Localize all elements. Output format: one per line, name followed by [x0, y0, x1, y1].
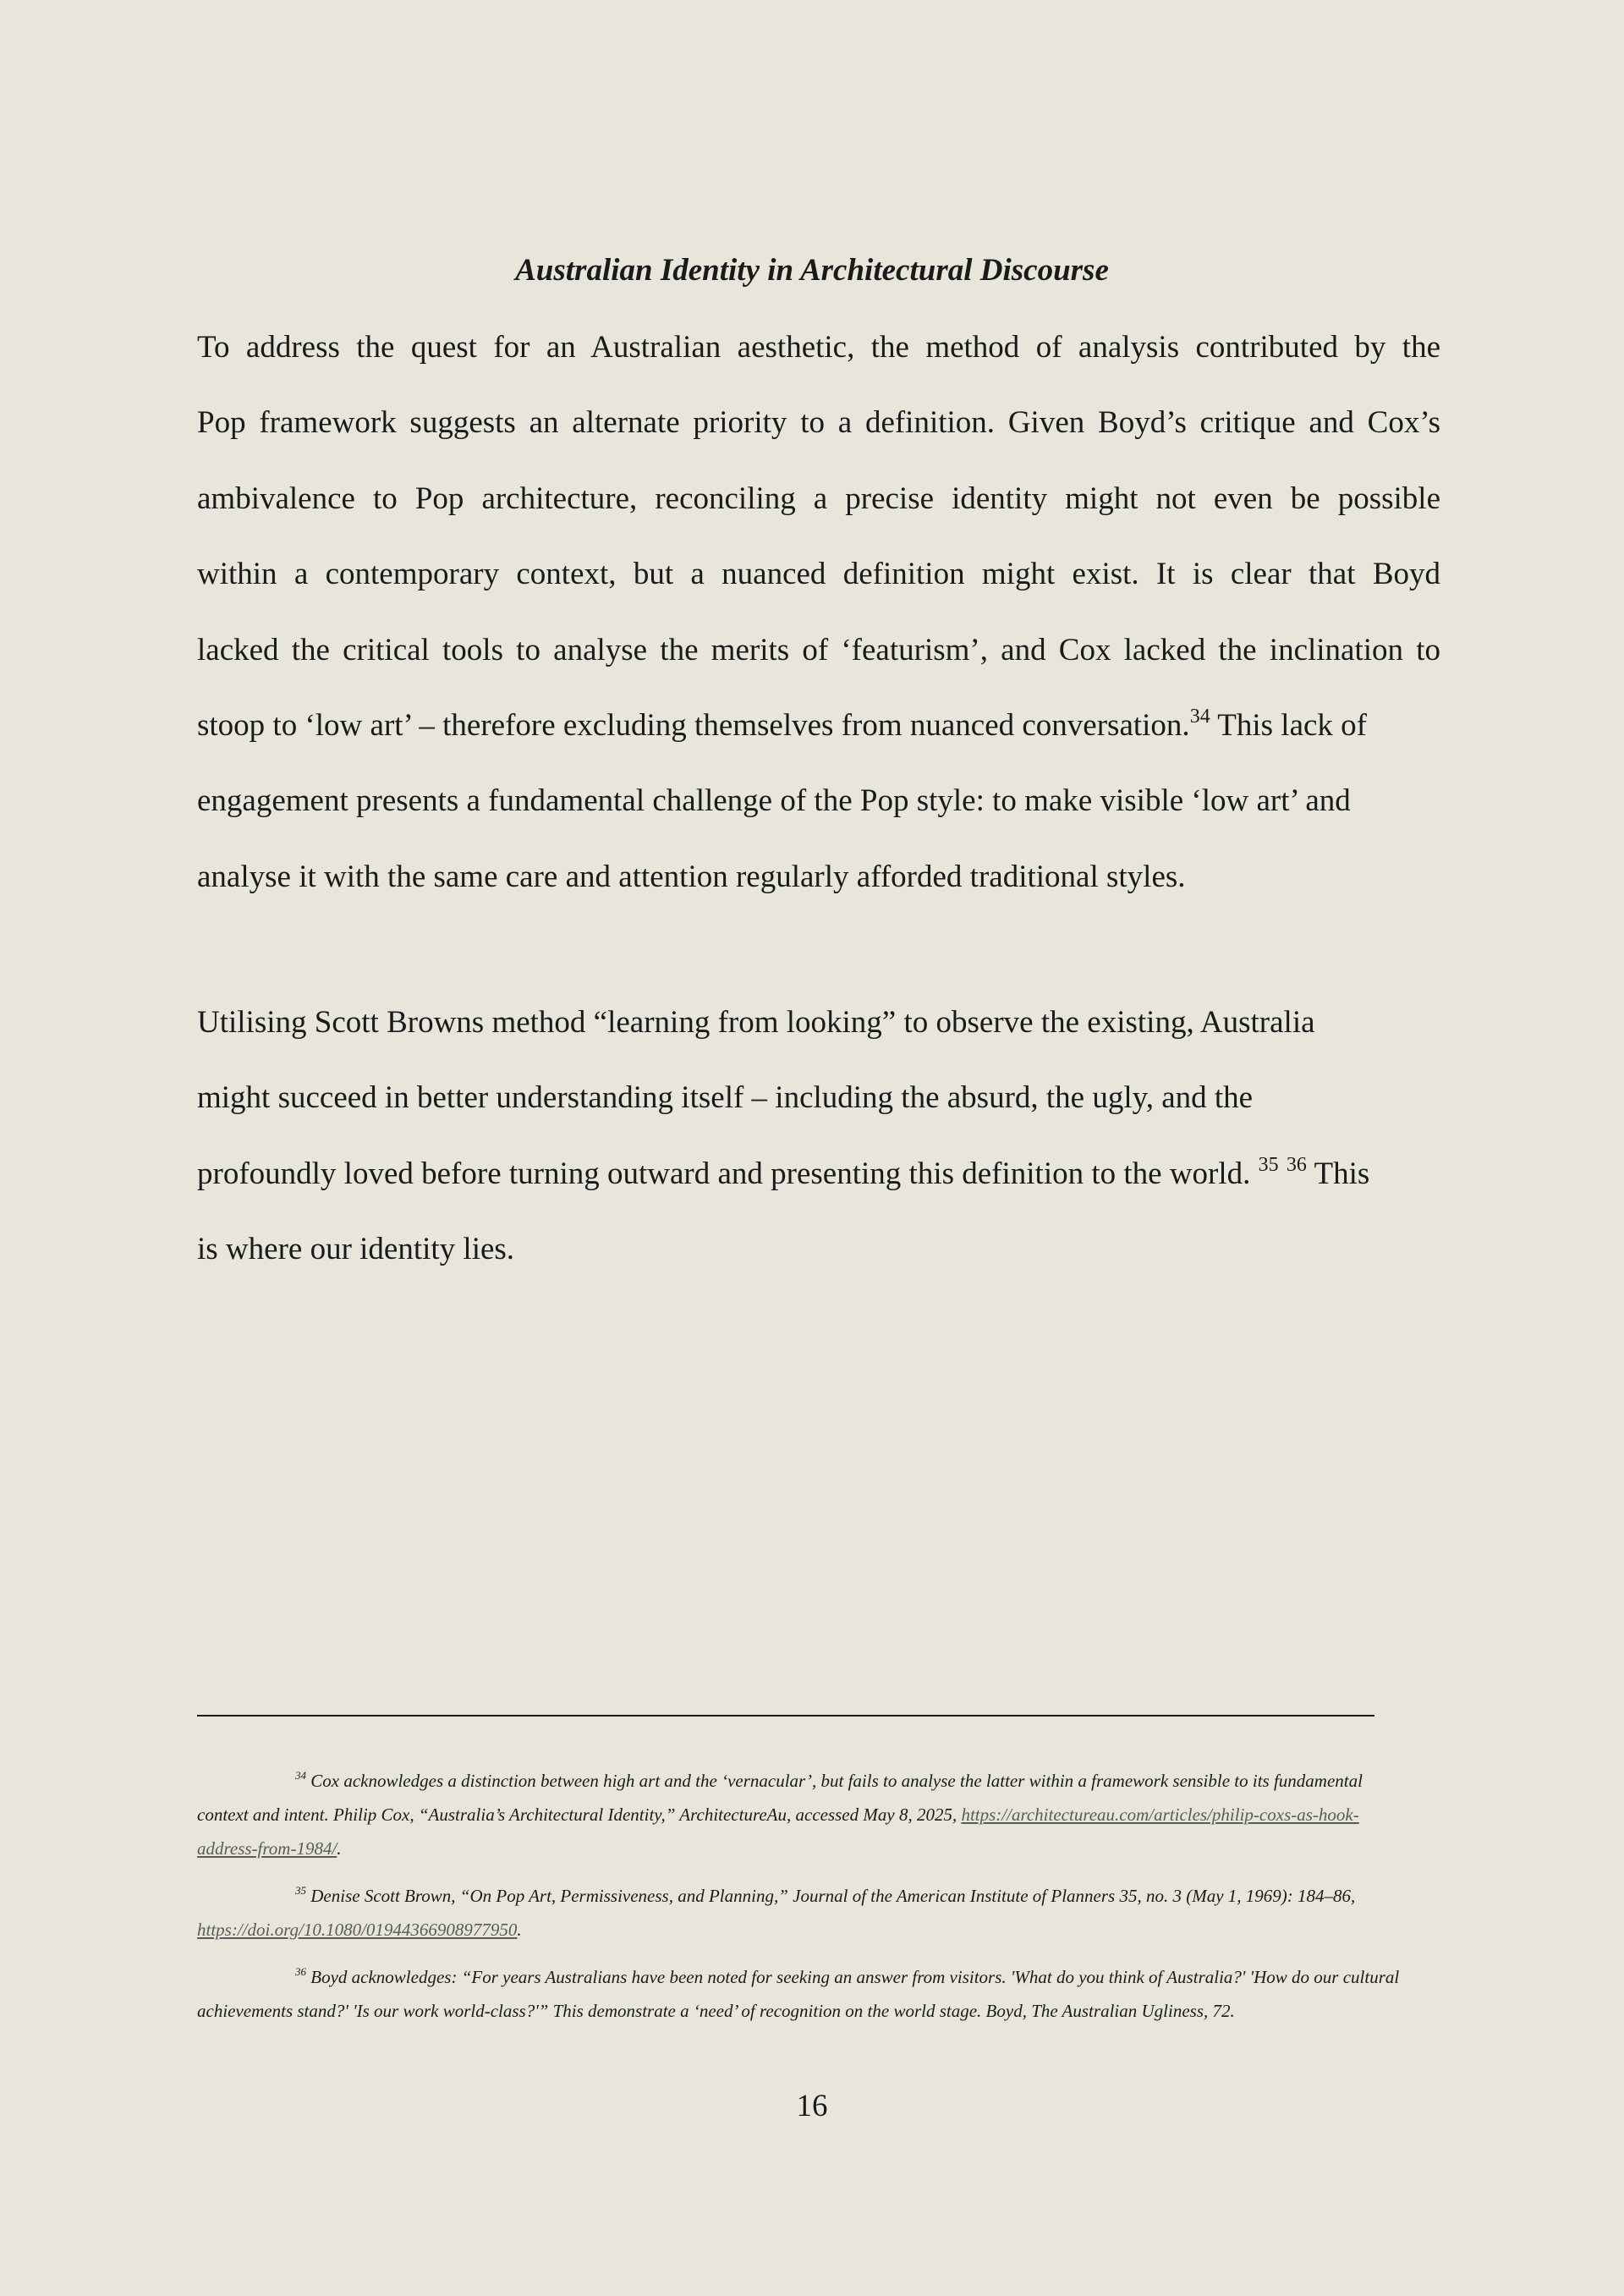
footnotes-section: [197, 1764, 1417, 2041]
paragraph-line: Utilising Scott Browns method “learning from looking” to observe the existing, Australia: [197, 1005, 1315, 1040]
page-number: 16: [796, 2089, 828, 2123]
paragraph-text: This: [1306, 1156, 1370, 1191]
paragraph-line: engagement presents a fundamental challenge of the Pop style: to make visible ‘low art’ and: [197, 783, 1351, 819]
footnote: [197, 1960, 1417, 2028]
paragraph-line: within a contemporary context, but a nuanced definition might exist. It is clear that Boyd: [197, 557, 1440, 592]
footnote-link[interactable]: https://doi.org/10.1080/01944366908977950: [197, 1920, 518, 1940]
footnote: [197, 1879, 1417, 1947]
body-paragraph-2: [197, 985, 1440, 1288]
paragraph-line: is where our identity lies.: [197, 1232, 515, 1267]
body-paragraph-1: [197, 310, 1440, 915]
paragraph-line: [197, 1136, 1440, 1211]
paragraph-line: lacked the critical tools to analyse the merits of ‘featurism’, and Cox lacked the inclination to: [197, 632, 1440, 667]
footnote-link[interactable]: https://architectureau.com/articles/philip-coxs-as-hook-address-from-1984/: [197, 1804, 1359, 1859]
paragraph-line: ambivalence to Pop architecture, reconciling a precise identity might not even be possible: [197, 481, 1440, 516]
paragraph-line: To address the quest for an Australian aesthetic, the method of analysis contributed by the: [197, 330, 1440, 365]
footnote-reference[interactable]: 34: [1189, 706, 1210, 728]
footnote-number: 35: [295, 1883, 306, 1897]
footnote-text: Cox acknowledges a distinction between high art and the ‘vernacular’, but fails to analyse the latter within a framework sensible to its fundamental context and intent. Philip Cox, “Australia’s Architectural Identity,” ArchitectureAu, accessed May 8, 2025,: [197, 1771, 1363, 1825]
paragraph-line: might succeed in better understanding itself – including the absurd, the ugly, and the: [197, 1080, 1254, 1116]
paragraph-line: analyse it with the same care and attention regularly afforded traditional styles.: [197, 859, 1186, 894]
footnote-text: Denise Scott Brown, “On Pop Art, Permissiveness, and Planning,” Journal of the American Institute of Planners 35, no. 3 (May 1, 1969): 184–86,: [306, 1886, 1356, 1906]
section-heading: Australian Identity in Architectural Discourse: [515, 253, 1109, 288]
footnote-text-end: .: [517, 1920, 522, 1940]
footnote-text-end: .: [337, 1838, 342, 1859]
footnote-reference[interactable]: 35: [1258, 1153, 1279, 1176]
footnote-number: 34: [295, 1768, 306, 1782]
footnote-text: Boyd acknowledges: “For years Australians have been noted for seeking an answer from visitors. 'What do you think of Australia?' 'How do our cultural achievements stand?' 'Is our work world-class?'” This demonstrate a ‘need’ of recognition on the world stage. Boyd, The Australian Ugliness, 72.: [197, 1967, 1400, 2021]
footnote: [197, 1764, 1417, 1865]
paragraph-text: This lack of: [1210, 708, 1367, 744]
paragraph-line: [197, 688, 1440, 763]
paragraph-line: Pop framework suggests an alternate priority to a definition. Given Boyd’s critique and Cox’s: [197, 405, 1440, 441]
paragraph-text: profoundly loved before turning outward and presenting this definition to the world.: [197, 1156, 1259, 1191]
footnote-number: 36: [295, 1964, 306, 1978]
footnote-reference[interactable]: 36: [1286, 1153, 1307, 1176]
paragraph-text: stoop to ‘low art’ – therefore excluding themselves from nuanced conversation.: [197, 708, 1190, 744]
footnote-separator: [197, 1715, 1374, 1717]
